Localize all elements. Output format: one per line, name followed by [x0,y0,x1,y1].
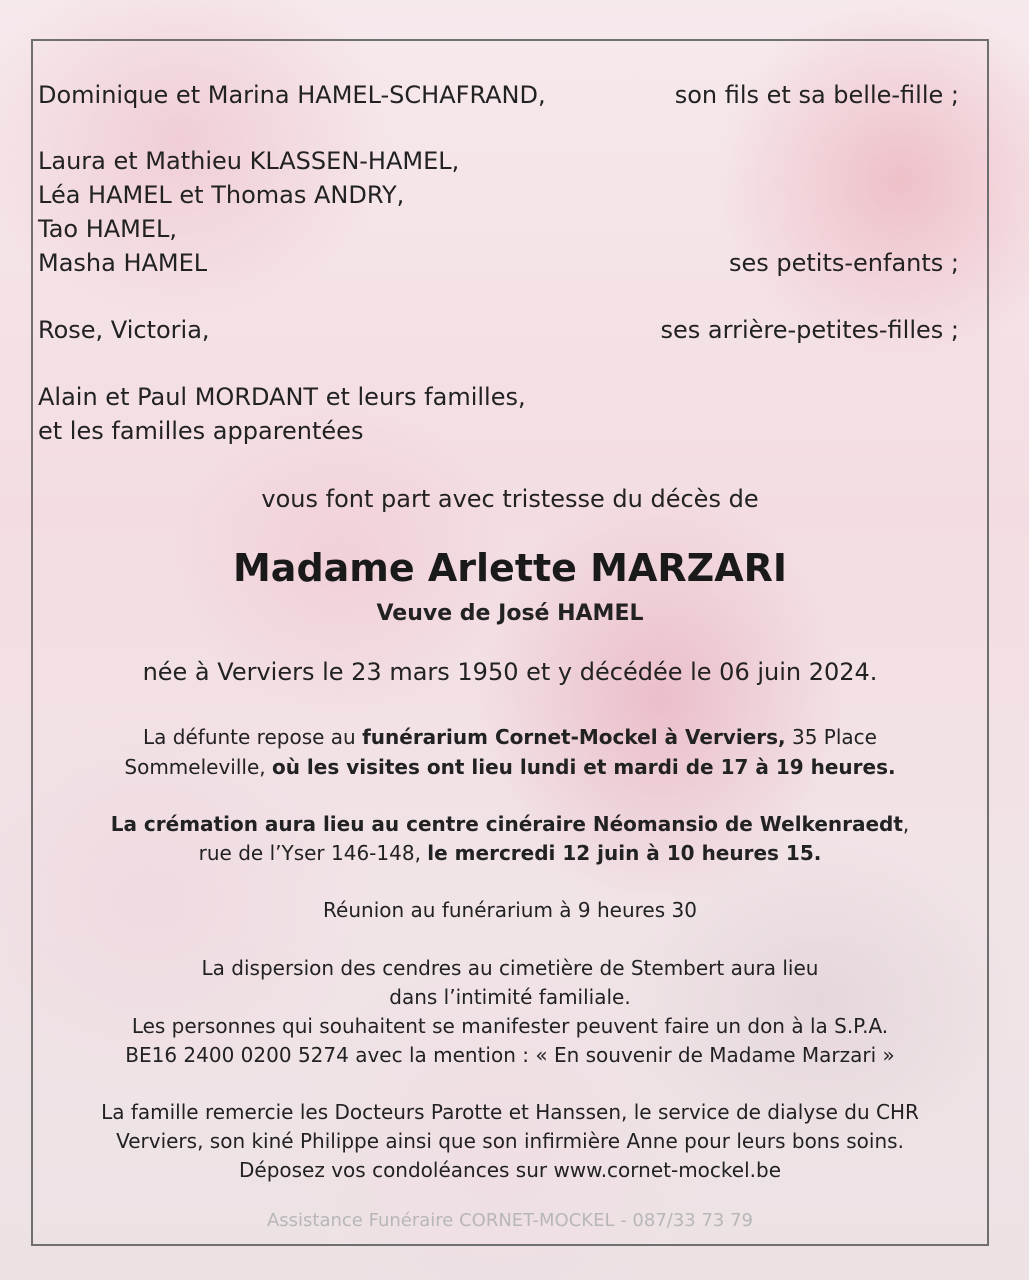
cremation-line-1: La crémation aura lieu au centre cinéraire Néomansio de Welkenraedt, [110,812,910,836]
son-names: Dominique et Marina HAMEL-SCHAFRAND, [38,81,546,109]
donation-line: Les personnes qui souhaitent se manifester peuvent faire un don à la S.P.A. [131,1014,889,1038]
thanks-line: Verviers, son kiné Philippe ainsi que son infirmière Anne pour leurs bons soins. [116,1129,904,1153]
other-family-line: et les familles apparentées [38,417,364,445]
footer-credit: Assistance Funéraire CORNET-MOCKEL - 087/33 73 79 [266,1210,754,1231]
other-family-line: Alain et Paul MORDANT et leurs familles, [38,383,526,411]
announcement-text: vous font part avec tristesse du décès de [261,485,759,513]
condolences-link[interactable]: Déposez vos condoléances sur www.cornet-mockel.be [239,1158,781,1182]
grandchild-line: Léa HAMEL et Thomas ANDRY, [38,181,405,209]
widow-of: Veuve de José HAMEL [376,601,644,626]
dispersion-line: La dispersion des cendres au cimetière de Stembert aura lieu [201,956,819,980]
cremation-line-2: rue de l’Yser 146-148, le mercredi 12 juin à 10 heures 15. [198,841,822,865]
birth-death-line: née à Verviers le 23 mars 1950 et y décédée le 06 juin 2024. [142,658,878,686]
son-role: son fils et sa belle-fille ; [674,81,959,109]
grandchild-line: Masha HAMEL [38,249,208,277]
repose-line-1: La défunte repose au funérarium Cornet-Mockel à Verviers, 35 Place [143,725,877,749]
reunion-line: Réunion au funérarium à 9 heures 30 [323,898,697,922]
thanks-line: La famille remercie les Docteurs Parotte et Hanssen, le service de dialyse du CHR [101,1100,919,1124]
great-grandchildren-role: ses arrière-petites-filles ; [660,316,959,344]
grandchildren-role: ses petits-enfants ; [728,249,959,277]
great-grandchildren-names: Rose, Victoria, [38,316,210,344]
deceased-name: Madame Arlette MARZARI [232,546,788,590]
repose-line-2: Sommeleville, où les visites ont lieu lundi et mardi de 17 à 19 heures. [124,755,896,779]
dispersion-line: dans l’intimité familiale. [389,985,631,1009]
grandchild-line: Tao HAMEL, [38,215,178,243]
donation-account-line: BE16 2400 0200 5274 avec la mention : « En souvenir de Madame Marzari » [125,1043,895,1067]
grandchild-line: Laura et Mathieu KLASSEN-HAMEL, [38,147,460,175]
